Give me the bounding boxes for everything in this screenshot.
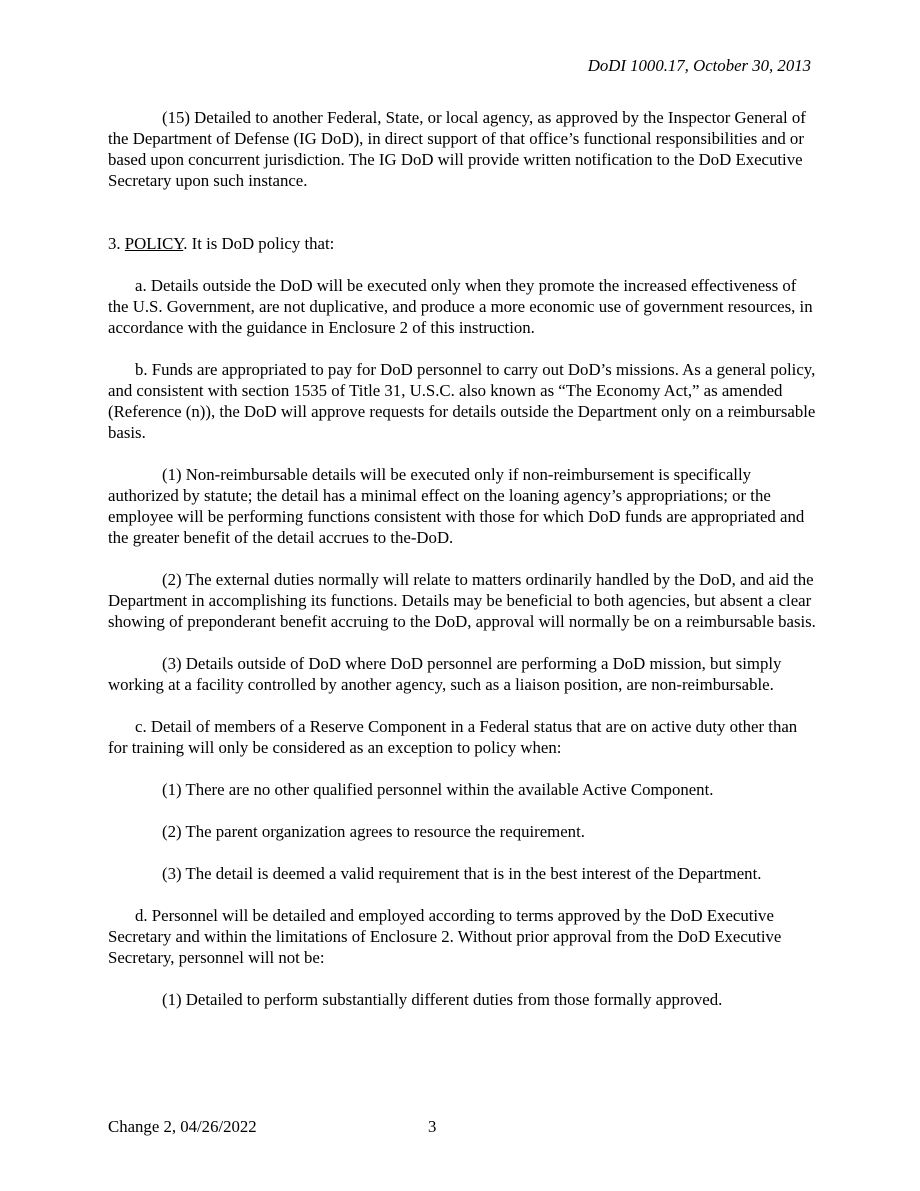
section-lead: . It is DoD policy that: <box>183 234 335 253</box>
document-header: DoDI 1000.17, October 30, 2013 <box>587 56 811 75</box>
section-heading <box>108 233 818 254</box>
paragraph-c3: (3) The detail is deemed a valid requirement that is in the best interest of the Department. <box>162 864 762 883</box>
paragraph-b: b. Funds are appropriated to pay for DoD personnel to carry out DoD’s missions. As a general policy, and consistent with section 1535 of Title 31, U.S.C. also known as “The Economy Act,” as amended (Reference (n)), the DoD will approve requests for details outside the Department only on a reimbursable basis. <box>108 360 816 442</box>
section-number: 3. <box>108 234 121 253</box>
paragraph-c2: (2) The parent organization agrees to resource the requirement. <box>162 822 585 841</box>
paragraph-b1: (1) Non-reimbursable details will be executed only if non-reimbursement is specifically authorized by statute; the detail has a minimal effect on the loaning agency’s appropriations; or the employee will be performing functions consistent with those for which DoD funds are appropriated and the greater benefit of the detail accrues to the-DoD. <box>108 465 805 547</box>
page-number: 3 <box>428 1117 437 1136</box>
paragraph-d1: (1) Detailed to perform substantially different duties from those formally approved. <box>162 990 723 1009</box>
paragraph-b3: (3) Details outside of DoD where DoD personnel are performing a DoD mission, but simply working at a facility controlled by another agency, such as a liaison position, are non-reimbursable. <box>108 654 782 694</box>
paragraph-b2: (2) The external duties normally will relate to matters ordinarily handled by the DoD, and aid the Department in accomplishing its functions. Details may be beneficial to both agencies, but absent a clear showing of preponderant benefit accruing to the DoD, approval will normally be on a reimbursable basis. <box>108 570 816 631</box>
change-footer: Change 2, 04/26/2022 <box>108 1117 257 1136</box>
paragraph-c: c. Detail of members of a Reserve Component in a Federal status that are on active duty other than for training will only be considered as an exception to policy when: <box>108 717 798 757</box>
section-title: POLICY <box>124 234 184 253</box>
paragraph-c1: (1) There are no other qualified personnel within the available Active Component. <box>162 780 714 799</box>
paragraph-15: (15) Detailed to another Federal, State, or local agency, as approved by the Inspector General of the Department of Defense (IG DoD), in direct support of that office’s functional responsibilities and or based upon concurrent jurisdiction. The IG DoD will provide written notification to the DoD Executive Secretary upon such instance. <box>108 108 806 190</box>
document-body <box>108 107 818 1010</box>
paragraph-a: a. Details outside the DoD will be executed only when they promote the increased effectiveness of the U.S. Government, are not duplicative, and produce a more economic use of government resources, in accordance with the guidance in Enclosure 2 of this instruction. <box>108 276 813 337</box>
paragraph-d: d. Personnel will be detailed and employed according to terms approved by the DoD Executive Secretary and within the limitations of Enclosure 2. Without prior approval from the DoD Executive Secretary, personnel will not be: <box>108 906 782 967</box>
